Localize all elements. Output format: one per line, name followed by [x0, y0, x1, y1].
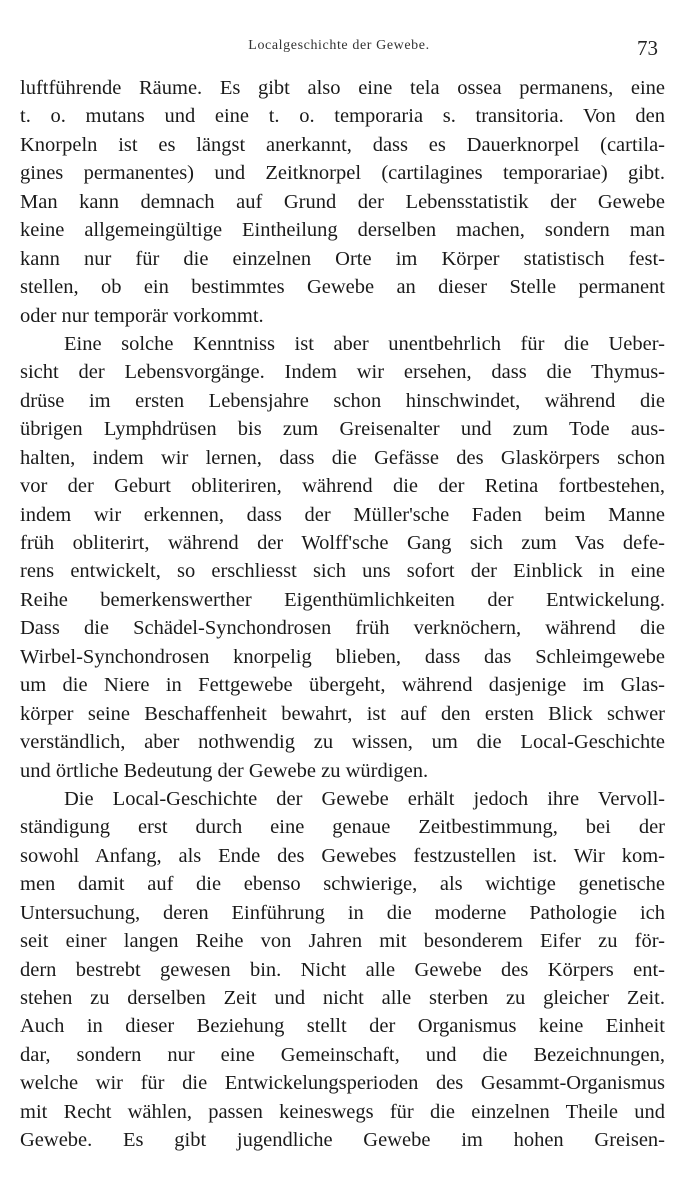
text-line: Knorpeln ist es längst anerkannt, dass es Dauerknorpel (cartila- [20, 133, 665, 156]
text-line: körper seine Beschaffenheit bewahrt, ist auf den ersten Blick schwer [20, 702, 665, 725]
text-line: oder nur temporär vorkommt. [20, 304, 264, 327]
text-line: dar, sondern nur eine Gemeinschaft, und die Bezeichnungen, [20, 1043, 665, 1066]
text-line: mit Recht wählen, passen keineswegs für die einzelnen Theile und [20, 1100, 665, 1123]
text-line: sowohl Anfang, als Ende des Gewebes festzustellen ist. Wir kom- [20, 844, 665, 867]
text-line: stellen, ob ein bestimmtes Gewebe an dieser Stelle permanent [20, 276, 665, 299]
text-line: gines permanentes) und Zeitknorpel (cartilagines temporariae) gibt. [20, 162, 665, 185]
text-line: verständlich, aber nothwendig zu wissen, um die Local-Geschichte [20, 731, 665, 754]
text-line: Man kann demnach auf Grund der Lebensstatistik der Gewebe [20, 190, 665, 213]
text-line: seit einer langen Reihe von Jahren mit besonderem Eifer zu för- [20, 930, 665, 953]
text-line: indem wir erkennen, dass der Müller'sche Faden beim Manne [20, 503, 665, 526]
text-line: früh obliterirt, während der Wolff'sche Gang sich zum Vas defe- [20, 532, 665, 554]
text-line: t. o. mutans und eine t. o. temporaria s. transitoria. Von den [20, 105, 665, 128]
text-line: ständigung erst durch eine genaue Zeitbestimmung, bei der [20, 816, 665, 839]
text-line: luftführende Räume. Es gibt also eine tela ossea permanens, eine [20, 77, 665, 99]
text-line: Auch in dieser Beziehung stellt der Organismus keine Einheit [20, 1015, 665, 1038]
text-line: übrigen Lymphdrüsen bis zum Greisenalter und zum Tode aus- [20, 418, 665, 441]
body-text [20, 74, 665, 1155]
running-title: Localgeschichte der Gewebe. [248, 38, 430, 53]
text-line: vor der Geburt obliteriren, während die der Retina fortbestehen, [20, 475, 665, 498]
text-line: stehen zu derselben Zeit und nicht alle sterben zu gleicher Zeit. [20, 987, 665, 1009]
text-line: Wirbel-Synchondrosen knorpelig blieben, dass das Schleimgewebe [20, 645, 665, 668]
text-line: Dass die Schädel-Synchondrosen früh verknöchern, während die [20, 617, 665, 640]
text-line: Gewebe. Es gibt jugendliche Gewebe im hohen Greisen- [20, 1129, 665, 1152]
page-number: 73 [637, 36, 658, 60]
text-line: Reihe bemerkenswerther Eigenthümlichkeiten der Entwickelung. [20, 588, 665, 611]
text-line: und örtliche Bedeutung der Gewebe zu würdigen. [20, 759, 429, 782]
text-line: kann nur für die einzelnen Orte im Körper statistisch fest- [20, 247, 665, 270]
text-line: keine allgemeingültige Eintheilung derselben machen, sondern man [20, 219, 665, 242]
running-head [0, 36, 678, 60]
text-line: drüse im ersten Lebensjahre schon hinschwindet, während die [20, 389, 665, 412]
text-line: dern bestrebt gewesen bin. Nicht alle Gewebe des Körpers ent- [20, 958, 665, 981]
text-line: Die Local-Geschichte der Gewebe erhält jedoch ihre Vervoll- [64, 787, 665, 810]
text-line: sicht der Lebensvorgänge. Indem wir ersehen, dass die Thymus- [20, 361, 665, 384]
text-line: Eine solche Kenntniss ist aber unentbehrlich für die Ueber- [64, 332, 665, 355]
text-line: Untersuchung, deren Einführung in die moderne Pathologie ich [20, 901, 665, 924]
text-line: men damit auf die ebenso schwierige, als wichtige genetische [20, 873, 665, 896]
text-line: halten, indem wir lernen, dass die Gefässe des Glaskörpers schon [20, 446, 665, 469]
text-line: um die Niere in Fettgewebe übergeht, während dasjenige im Glas- [20, 674, 665, 697]
text-line: welche wir für die Entwickelungsperioden des Gesammt-Organismus [20, 1072, 665, 1095]
text-line: rens entwickelt, so erschliesst sich uns sofort der Einblick in eine [20, 560, 665, 583]
